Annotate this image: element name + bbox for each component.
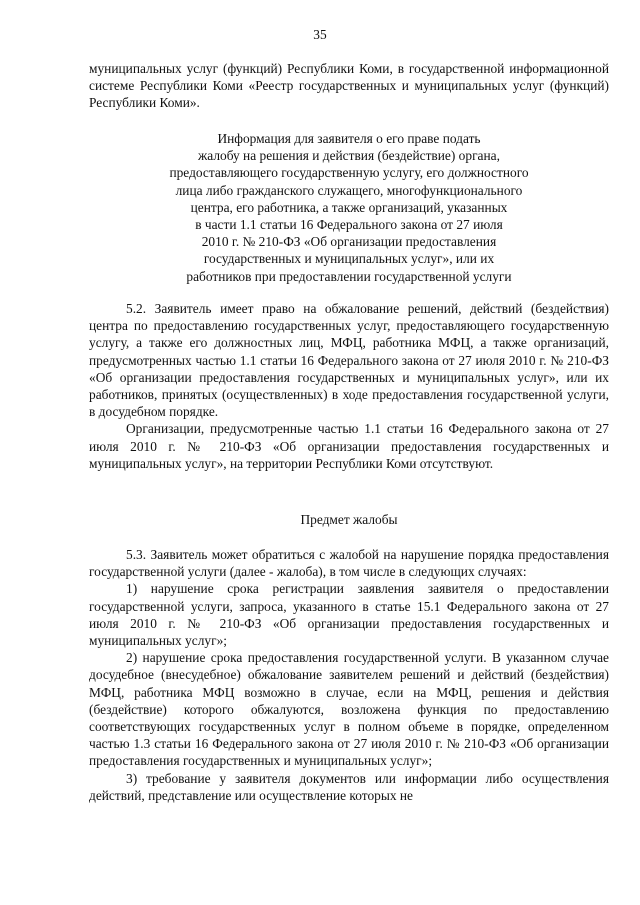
subject-heading: Предмет жалобы <box>300 512 398 527</box>
paragraph-5-3: 5.3. Заявитель может обратиться с жалобой на нарушение порядка предоставления государственной услуги (далее - жалоба), в том числе в следующих случаях: <box>89 547 609 580</box>
paragraph-5-2: 5.2. Заявитель имеет право на обжалование решений, действий (бездействия) центра по предоставлению государственных услуг, предоставляющего государственную услугу, а также его должностных лиц, МФЦ, работника МФЦ, а также организаций, предусмотренных частью 1.1 статьи 16 Федерального закона от 27 июля 2010 г. № 210-ФЗ «Об организации предоставления государственных и муниципальных услуг», или их работников, принятых (осуществленных) в ходе предоставления государственной услуги, в досудебном порядке. <box>89 301 609 420</box>
list-item-2: 2) нарушение срока предоставления государственной услуги. В указанном случае досудебное (внесудебное) обжалование заявителем решений и действий (бездействия) МФЦ, работника МФЦ возможно в случае, если на МФЦ, решения и действия (бездействие) которого обжалуются, возложена функция по предоставлению соответствующих государственных услуг в полном объеме в порядке, определенном частью 1.3 статьи 16 Федерального закона от 27 июля 2010 г. № 210-ФЗ «Об организации предоставления государственных и муниципальных услуг»; <box>89 650 609 769</box>
section-heading-line: 2010 г. № 210-ФЗ «Об организации предоставления <box>201 234 497 250</box>
section-heading-line: в части 1.1 статьи 16 Федерального закона от 27 июля <box>195 217 503 233</box>
section-heading-line: государственных и муниципальных услуг», или их <box>203 251 495 267</box>
intro-block <box>89 60 609 112</box>
list-item-1: 1) нарушение срока регистрации заявления заявителя о предоставлении государственной услуги, запроса, указанного в статье 15.1 Федерального закона от 27 июля 2010 г. № 210-ФЗ «Об организации предоставления государственных и муниципальных услуг»; <box>89 581 609 649</box>
section-heading-line: Информация для заявителя о его праве подать <box>217 131 481 146</box>
paragraph-organizations: Организации, предусмотренные частью 1.1 статьи 16 Федерального закона от 27 июля 2010 г. № 210-ФЗ «Об организации предоставления государственных и муниципальных услуг», на территории Республики Коми отсутствуют. <box>89 421 609 471</box>
intro-paragraph: муниципальных услуг (функций) Республики Коми, в государственной информационной системе Республики Коми «Реестр государственных и муниципальных услуг (функций) Республики Коми». <box>89 61 609 111</box>
section-heading-line: жалобу на решения и действия (бездействие) органа, <box>198 148 500 164</box>
section-heading-line: предоставляющего государственную услугу, его должностного <box>169 165 529 181</box>
section-heading-line: лица либо гражданского служащего, многофункционального <box>175 182 523 198</box>
list-item-3: 3) требование у заявителя документов или информации либо осуществления действий, представление или осуществление которых не <box>89 770 609 803</box>
section-heading <box>89 130 609 285</box>
complaint-subject-block <box>89 546 609 804</box>
section-heading-line: работников при предоставлении государственной услуги <box>186 268 512 284</box>
page-number: 35 <box>313 27 327 42</box>
section-heading-line: центра, его работника, а также организаций, указанных <box>190 199 508 215</box>
rights-block <box>89 300 609 472</box>
